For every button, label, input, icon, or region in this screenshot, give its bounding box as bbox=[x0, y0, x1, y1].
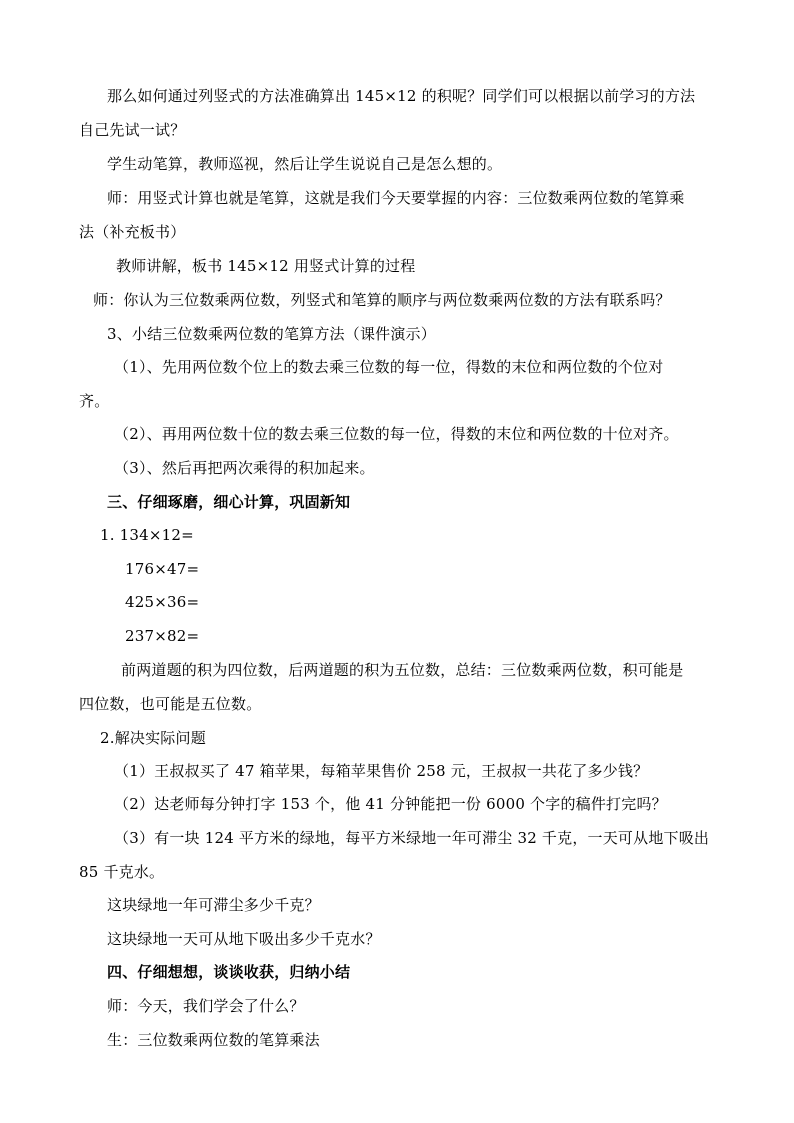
text-line: 师：今天，我们学会了什么？ bbox=[107, 997, 305, 1015]
exercise-item: 176×47= bbox=[125, 560, 200, 578]
text-line: 2.解决实际问题 bbox=[100, 729, 206, 747]
text-line: 前两道题的积为四位数，后两道题的积为五位数，总结：三位数乘两位数，积可能是 bbox=[121, 661, 684, 679]
problem-item: （1）王叔叔买了 47 箱苹果，每箱苹果售价 258 元，王叔叔一共花了多少钱？ bbox=[114, 762, 649, 780]
exercise-item: 425×36= bbox=[125, 593, 200, 611]
problem-item: （2）达老师每分钟打字 153 个，他 41 分钟能把一份 6000 个字的稿件打完吗？ bbox=[114, 795, 667, 813]
text-line: 师：你认为三位数乘两位数，列竖式和笔算的顺序与两位数乘两位数的方法有联系吗？ bbox=[93, 291, 671, 309]
exercise-item: 1. 134×12= bbox=[100, 526, 194, 544]
text-line: 齐。 bbox=[79, 392, 110, 410]
question-item: 这块绿地一天可从地下吸出多少千克水？ bbox=[107, 930, 381, 948]
problem-item: （3）有一块 124 平方米的绿地，每平方米绿地一年可滞尘 32 千克，一天可从地下吸出 bbox=[114, 829, 710, 847]
text-line: 四位数，也可能是五位数。 bbox=[79, 695, 262, 713]
text-line: 那么如何通过列竖式的方法准确算出 145×12 的积呢？同学们可以根据以前学习的方法 bbox=[107, 87, 696, 105]
text-line: （1）、先用两位数个位上的数去乘三位数的每一位，得数的末位和两位数的个位对 bbox=[114, 358, 664, 376]
text-line: 自己先试一试？ bbox=[79, 121, 186, 139]
section-heading: 三、仔细琢磨，细心计算，巩固新知 bbox=[107, 493, 351, 511]
text-line: 师：用竖式计算也就是笔算，这就是我们今天要掌握的内容：三位数乘两位数的笔算乘 bbox=[107, 189, 685, 207]
text-line: 生：三位数乘两位数的笔算乘法 bbox=[107, 1031, 320, 1049]
text-line: （3）、然后再把两次乘得的积加起来。 bbox=[114, 459, 375, 477]
section-heading: 四、仔细想想，谈谈收获，归纳小结 bbox=[107, 963, 351, 981]
text-line: 法（补充板书） bbox=[79, 223, 186, 241]
text-line: 85 千克水。 bbox=[79, 863, 165, 881]
text-line: 学生动笔算，教师巡视，然后让学生说说自己是怎么想的。 bbox=[107, 155, 503, 173]
text-line: 3、小结三位数乘两位数的笔算方法（课件演示） bbox=[107, 325, 436, 343]
text-line: （2）、再用两位数十位的数去乘三位数的每一位，得数的末位和两位数的十位对齐。 bbox=[114, 425, 679, 443]
question-item: 这块绿地一年可滞尘多少千克？ bbox=[107, 896, 320, 914]
exercise-item: 237×82= bbox=[125, 627, 200, 645]
text-line: 教师讲解，板书 145×12 用竖式计算的过程 bbox=[116, 257, 416, 275]
